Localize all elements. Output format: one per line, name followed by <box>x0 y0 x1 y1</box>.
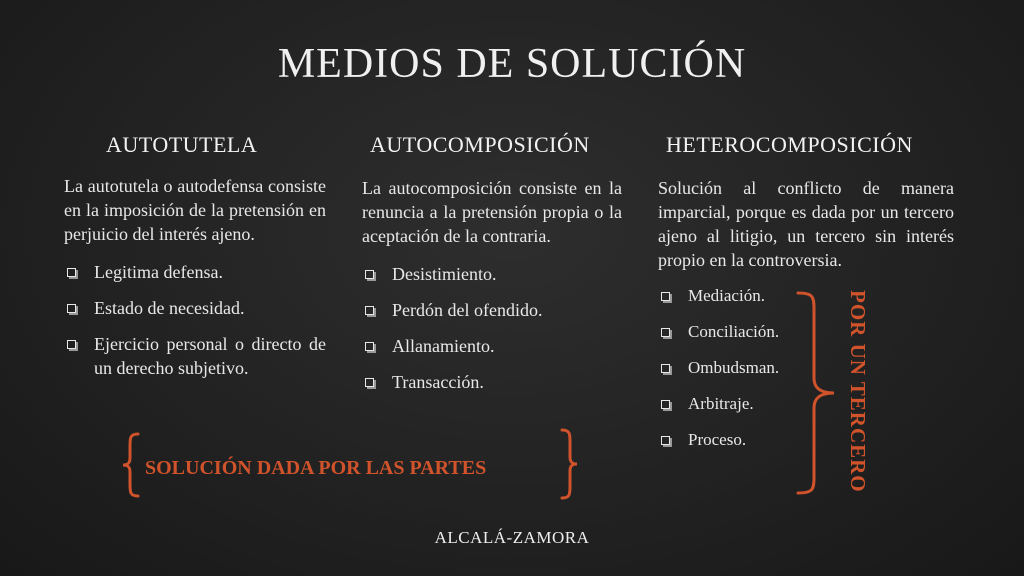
list-item: Allanamiento. <box>362 334 622 358</box>
square-bullet-icon <box>67 304 76 313</box>
list-item: Ombudsman. <box>658 356 808 380</box>
list-item: Transacción. <box>362 370 622 394</box>
list-item: Proceso. <box>658 428 808 452</box>
author-footer: ALCALÁ-ZAMORA <box>434 528 590 547</box>
list-item: Conciliación. <box>658 320 808 344</box>
square-bullet-icon <box>661 436 670 445</box>
square-bullet-icon <box>365 306 374 315</box>
square-bullet-icon <box>661 400 670 409</box>
square-bullet-icon <box>365 342 374 351</box>
column-autocomposicion <box>362 132 622 406</box>
slide-title: MEDIOS DE SOLUCIÓN <box>277 41 747 87</box>
column-description: Solución al conflicto de manera imparcial, porque es dada por un tercero ajeno al litigio, un tercero sin interés propio en la controversia. <box>658 178 954 270</box>
column-autotutela <box>64 132 326 392</box>
square-bullet-icon <box>365 378 374 387</box>
column-heading: AUTOCOMPOSICIÓN <box>370 132 590 157</box>
square-bullet-icon <box>661 292 670 301</box>
list-item: Mediación. <box>658 284 808 308</box>
column-heading: AUTOTUTELA <box>106 132 258 157</box>
bullet-list <box>362 262 622 394</box>
square-bullet-icon <box>365 270 374 279</box>
bullet-list <box>64 260 326 380</box>
bottom-brace-label: SOLUCIÓN DADA POR LAS PARTES <box>145 457 487 479</box>
list-item: Legitima defensa. <box>64 260 326 284</box>
column-description: La autotutela o autodefensa consiste en la imposición de la pretensión en perjuicio del interés ajeno. <box>64 176 326 244</box>
square-bullet-icon <box>661 328 670 337</box>
square-bullet-icon <box>67 268 76 277</box>
list-item: Ejercicio personal o directo de un derecho subjetivo. <box>64 332 326 380</box>
column-description: La autocomposición consiste en la renuncia a la pretensión propia o la aceptación de la contraria. <box>362 178 622 246</box>
square-bullet-icon <box>67 340 76 349</box>
list-item: Perdón del ofendido. <box>362 298 622 322</box>
column-heading: HETEROCOMPOSICIÓN <box>666 132 913 157</box>
list-item: Arbitraje. <box>658 392 808 416</box>
side-brace-label: POR UN TERCERO <box>846 290 870 493</box>
bullet-list <box>658 284 808 452</box>
list-item: Estado de necesidad. <box>64 296 326 320</box>
left-curly-brace-icon <box>120 432 142 498</box>
vertical-curly-brace-icon <box>794 290 838 496</box>
list-item: Desistimiento. <box>362 262 622 286</box>
square-bullet-icon <box>661 364 670 373</box>
right-curly-brace-icon <box>558 428 580 500</box>
